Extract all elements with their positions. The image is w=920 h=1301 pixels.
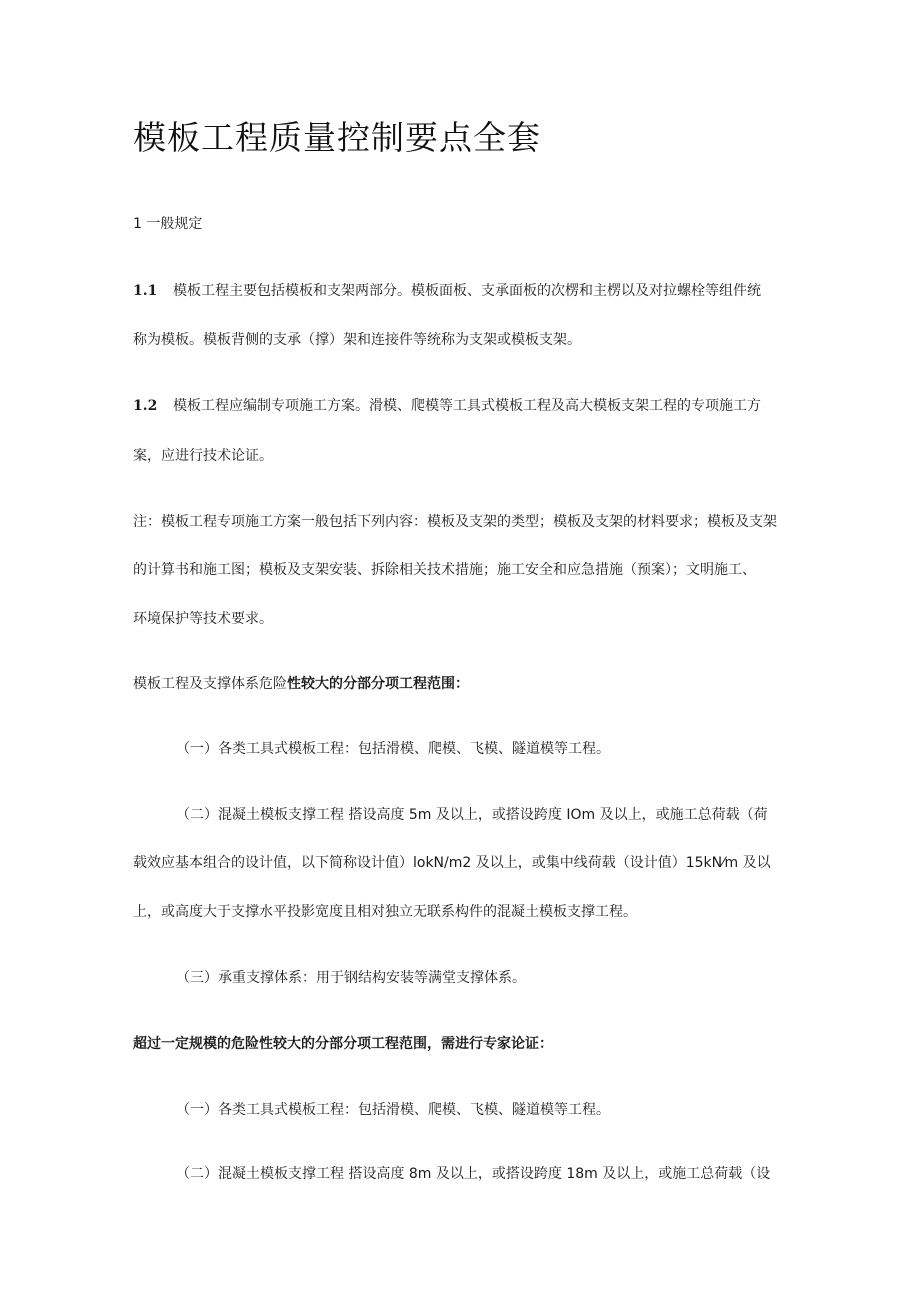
paragraph-1-1-line-2: 称为模板。模板背侧的支承（撑）架和连接件等统称为支架或模板支架。 xyxy=(133,332,581,348)
expert-scope-item-1: （一）各类工具式模板工程：包括滑模、爬模、飞模、隧道模等工程。 xyxy=(176,1102,610,1118)
scope-item-3: （三）承重支撑体系：用于钢结构安装等满堂支撑体系。 xyxy=(176,970,526,986)
clause-number: 1.1 xyxy=(133,283,158,299)
scope-heading-normal: 模板工程及支撑体系危险 xyxy=(133,676,287,692)
paragraph-1-1-line-1 xyxy=(133,281,793,301)
note-line-1: 注：模板工程专项施工方案一般包括下列内容：模板及支架的类型；模板及支架的材料要求；模板及支架 xyxy=(133,514,777,530)
scope-heading-bold: 性较大的分部分项工程范围： xyxy=(287,676,469,692)
clause-number: 1.2 xyxy=(133,398,158,414)
expert-scope-heading: 超过一定规模的危险性较大的分部分项工程范围，需进行专家论证： xyxy=(133,1036,553,1052)
paragraph-text: 模板工程应编制专项施工方案。滑模、爬模等工具式模板工程及高大模板支架工程的专项施工方 xyxy=(173,398,761,414)
expert-scope-item-2-line-1: （二）混凝土模板支撑工程 搭设高度 8m 及以上，或搭设跨度 18m 及以上，或施工总荷载（设 xyxy=(176,1166,771,1182)
note-line-2: 的计算书和施工图；模板及支架安装、拆除相关技术措施；施工安全和应急措施（预案）；文明施工、 xyxy=(133,562,756,578)
document-title: 模板工程质量控制要点全套 xyxy=(133,118,541,157)
paragraph-1-2-line-2: 案，应进行技术论证。 xyxy=(133,448,273,464)
scope-item-2-line-1: （二）混凝土模板支撑工程 搭设高度 5m 及以上，或搭设跨度 IOm 及以上，或施工总荷载（荷 xyxy=(176,807,768,823)
paragraph-text: 模板工程主要包括模板和支架两部分。模板面板、支承面板的次楞和主楞以及对拉螺栓等组件统 xyxy=(173,283,761,299)
scope-item-1: （一）各类工具式模板工程：包括滑模、爬模、飞模、隧道模等工程。 xyxy=(176,741,610,757)
section-heading: 1 一般规定 xyxy=(133,216,203,232)
paragraph-1-2-line-1 xyxy=(133,396,793,416)
scope-item-2-line-3: 上，或高度大于支撑水平投影宽度且相对独立无联系构件的混凝土模板支撑工程。 xyxy=(133,904,637,920)
scope-item-2-line-2: 载效应基本组合的设计值，以下简称设计值）lokN/m2 及以上，或集中线荷载（设计值）15kN⁄m 及以 xyxy=(133,855,771,871)
scope-heading xyxy=(133,674,793,694)
note-line-3: 环境保护等技术要求。 xyxy=(133,611,273,627)
